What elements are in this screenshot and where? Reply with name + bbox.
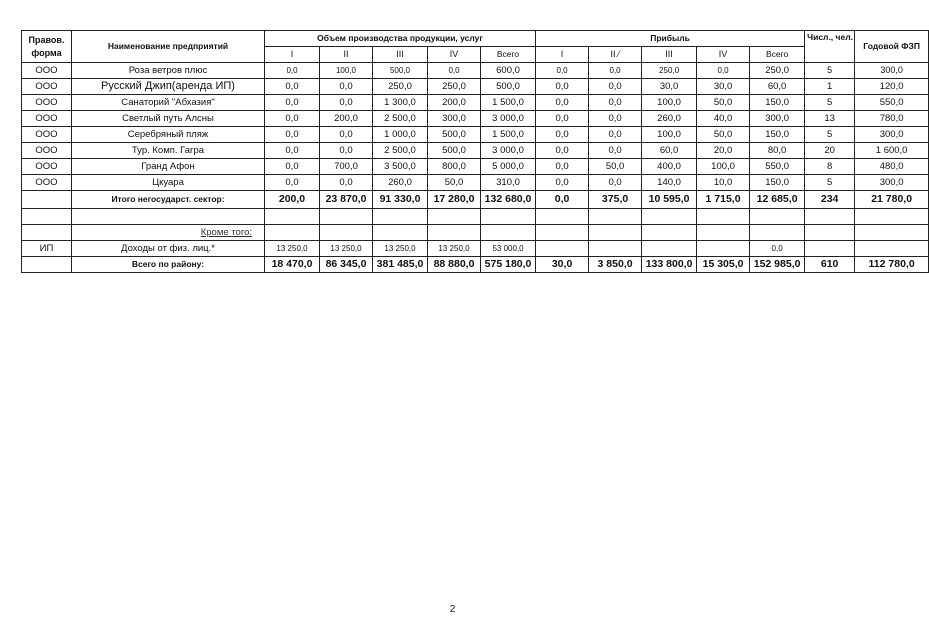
row-staff: 8 [805,159,855,175]
grand-total-volume-q4: 88 880,0 [428,257,481,273]
row-volume-q3: 500,0 [373,63,428,79]
grand-total-profit-q3: 133 800,0 [642,257,697,273]
row-profit-q2: 0,0 [589,79,642,95]
row-volume-total: 3 000,0 [481,111,536,127]
header-row-1 [22,31,929,47]
row-form: ООО [22,111,72,127]
row-profit-q1: 0,0 [536,127,589,143]
individuals-volume-q1: 13 250,0 [265,241,320,257]
row-profit-q2: 0,0 [589,127,642,143]
row-form: ООО [22,79,72,95]
row-volume-q4: 200,0 [428,95,481,111]
row-staff: 5 [805,95,855,111]
row-volume-total: 310,0 [481,175,536,191]
subtotal-row [22,191,929,209]
row-volume-q4: 500,0 [428,127,481,143]
row-profit-q3: 140,0 [642,175,697,191]
grand-total-volume-total: 575 180,0 [481,257,536,273]
subtotal-fzp: 21 780,0 [855,191,929,209]
profit-col-2: II ⁄ [589,47,642,63]
grand-total-profit-q4: 15 305,0 [697,257,750,273]
grand-total-profit-total: 152 985,0 [750,257,805,273]
row-profit-q4: 50,0 [697,127,750,143]
subtotal-profit-q4: 1 715,0 [697,191,750,209]
row-volume-q4: 250,0 [428,79,481,95]
row-form: ООО [22,127,72,143]
row-volume-q3: 2 500,0 [373,143,428,159]
row-name: Цкуара [72,175,265,191]
table-row [22,127,929,143]
row-volume-q2: 0,0 [320,95,373,111]
besides-row [22,225,929,241]
table-row [22,111,929,127]
row-volume-total: 600,0 [481,63,536,79]
besides-label: Кроме того: [72,225,265,241]
row-volume-q4: 500,0 [428,143,481,159]
subtotal-volume-total: 132 680,0 [481,191,536,209]
row-profit-q1: 0,0 [536,175,589,191]
row-fzp: 300,0 [855,175,929,191]
row-name: Тур. Комп. Гагра [72,143,265,159]
subtotal-form [22,191,72,209]
row-profit-q2: 0,0 [589,95,642,111]
row-profit-q4: 50,0 [697,95,750,111]
grand-total-volume-q2: 86 345,0 [320,257,373,273]
row-volume-total: 1 500,0 [481,95,536,111]
row-profit-q2: 0,0 [589,111,642,127]
subtotal-profit-q2: 375,0 [589,191,642,209]
row-form: ООО [22,143,72,159]
profit-col-4: IV [697,47,750,63]
row-fzp: 550,0 [855,95,929,111]
header-volume: Объем производства продукции, услуг [265,31,536,47]
row-staff: 5 [805,127,855,143]
individuals-row [22,241,929,257]
individuals-form: ИП [22,241,72,257]
table-row [22,175,929,191]
row-name: Роза ветров плюс [72,63,265,79]
row-volume-q1: 0,0 [265,159,320,175]
row-name: Гранд Афон [72,159,265,175]
row-volume-q2: 100,0 [320,63,373,79]
header-profit: Прибыль [536,31,805,47]
row-profit-q1: 0,0 [536,95,589,111]
subtotal-label: Итого негосударст. сектор: [72,191,265,209]
volume-col-4: IV [428,47,481,63]
row-fzp: 300,0 [855,127,929,143]
row-form: ООО [22,159,72,175]
row-volume-q1: 0,0 [265,95,320,111]
table-row [22,95,929,111]
report-table [21,30,929,273]
row-fzp: 780,0 [855,111,929,127]
grand-total-row [22,257,929,273]
row-fzp: 1 600,0 [855,143,929,159]
row-form: ООО [22,63,72,79]
row-volume-q2: 700,0 [320,159,373,175]
table-row [22,143,929,159]
row-profit-q4: 0,0 [697,63,750,79]
row-volume-q3: 260,0 [373,175,428,191]
row-name: Русский Джип(аренда ИП) [72,79,265,95]
row-volume-q3: 1 000,0 [373,127,428,143]
subtotal-profit-total: 12 685,0 [750,191,805,209]
table-row [22,79,929,95]
row-profit-total: 150,0 [750,127,805,143]
header-name: Наименование предприятий [72,31,265,63]
row-fzp: 120,0 [855,79,929,95]
row-staff: 13 [805,111,855,127]
volume-col-total: Всего [481,47,536,63]
row-profit-q1: 0,0 [536,159,589,175]
grand-total-volume-q3: 381 485,0 [373,257,428,273]
subtotal-volume-q3: 91 330,0 [373,191,428,209]
row-name: Санаторий "Абхазия" [72,95,265,111]
grand-total-staff: 610 [805,257,855,273]
row-volume-q3: 250,0 [373,79,428,95]
row-profit-total: 550,0 [750,159,805,175]
row-profit-q4: 40,0 [697,111,750,127]
row-volume-q1: 0,0 [265,127,320,143]
header-form: Правов. форма [22,31,72,63]
row-volume-q1: 0,0 [265,79,320,95]
row-fzp: 300,0 [855,63,929,79]
row-volume-q1: 0,0 [265,111,320,127]
empty-row [22,209,929,225]
row-volume-q2: 0,0 [320,79,373,95]
row-volume-q1: 0,0 [265,63,320,79]
row-volume-q4: 300,0 [428,111,481,127]
row-profit-q3: 60,0 [642,143,697,159]
subtotal-staff: 234 [805,191,855,209]
row-volume-q3: 1 300,0 [373,95,428,111]
row-profit-q3: 100,0 [642,127,697,143]
row-profit-q3: 100,0 [642,95,697,111]
row-volume-q2: 200,0 [320,111,373,127]
table-row [22,63,929,79]
row-profit-total: 250,0 [750,63,805,79]
row-name: Серебряный пляж [72,127,265,143]
individuals-volume-q3: 13 250,0 [373,241,428,257]
row-staff: 5 [805,63,855,79]
row-profit-total: 80,0 [750,143,805,159]
row-profit-q2: 0,0 [589,63,642,79]
row-profit-q4: 10,0 [697,175,750,191]
page-number: 2 [449,604,456,615]
subtotal-profit-q3: 10 595,0 [642,191,697,209]
individuals-volume-q2: 13 250,0 [320,241,373,257]
row-volume-q2: 0,0 [320,143,373,159]
header-staff: Числ., чел. [805,31,855,63]
individuals-volume-q4: 13 250,0 [428,241,481,257]
subtotal-profit-q1: 0,0 [536,191,589,209]
subtotal-volume-q4: 17 280,0 [428,191,481,209]
individuals-profit-total: 0,0 [750,241,805,257]
volume-col-2: II [320,47,373,63]
row-profit-total: 150,0 [750,175,805,191]
header-fzp: Годовой ФЗП [855,31,929,63]
table-row [22,159,929,175]
row-volume-total: 500,0 [481,79,536,95]
row-profit-q2: 0,0 [589,175,642,191]
row-volume-total: 5 000,0 [481,159,536,175]
row-profit-q1: 0,0 [536,111,589,127]
individuals-volume-total: 53 000,0 [481,241,536,257]
row-profit-q3: 250,0 [642,63,697,79]
row-profit-q4: 20,0 [697,143,750,159]
row-profit-q3: 400,0 [642,159,697,175]
row-profit-q2: 0,0 [589,143,642,159]
grand-total-profit-q2: 3 850,0 [589,257,642,273]
row-volume-total: 3 000,0 [481,143,536,159]
row-volume-q2: 0,0 [320,175,373,191]
grand-total-profit-q1: 30,0 [536,257,589,273]
row-volume-q2: 0,0 [320,127,373,143]
row-volume-q4: 0,0 [428,63,481,79]
row-volume-q3: 2 500,0 [373,111,428,127]
profit-col-1: I [536,47,589,63]
row-form: ООО [22,175,72,191]
row-staff: 5 [805,175,855,191]
row-profit-q1: 0,0 [536,79,589,95]
row-volume-q3: 3 500,0 [373,159,428,175]
subtotal-volume-q2: 23 870,0 [320,191,373,209]
row-profit-q2: 50,0 [589,159,642,175]
row-staff: 1 [805,79,855,95]
row-volume-total: 1 500,0 [481,127,536,143]
row-profit-q3: 30,0 [642,79,697,95]
row-staff: 20 [805,143,855,159]
row-volume-q1: 0,0 [265,175,320,191]
row-volume-q4: 800,0 [428,159,481,175]
individuals-name: Доходы от физ. лиц.* [72,241,265,257]
row-profit-q3: 260,0 [642,111,697,127]
row-profit-q1: 0,0 [536,63,589,79]
row-profit-total: 60,0 [750,79,805,95]
row-form: ООО [22,95,72,111]
row-profit-total: 150,0 [750,95,805,111]
grand-total-label: Всего по району: [72,257,265,273]
row-name: Светлый путь Алсны [72,111,265,127]
row-profit-total: 300,0 [750,111,805,127]
grand-total-volume-q1: 18 470,0 [265,257,320,273]
grand-total-fzp: 112 780,0 [855,257,929,273]
row-volume-q1: 0,0 [265,143,320,159]
row-profit-q4: 100,0 [697,159,750,175]
volume-col-3: III [373,47,428,63]
subtotal-volume-q1: 200,0 [265,191,320,209]
row-volume-q4: 50,0 [428,175,481,191]
row-profit-q4: 30,0 [697,79,750,95]
volume-col-1: I [265,47,320,63]
row-profit-q1: 0,0 [536,143,589,159]
profit-col-total: Всего [750,47,805,63]
row-fzp: 480,0 [855,159,929,175]
profit-col-3: III [642,47,697,63]
